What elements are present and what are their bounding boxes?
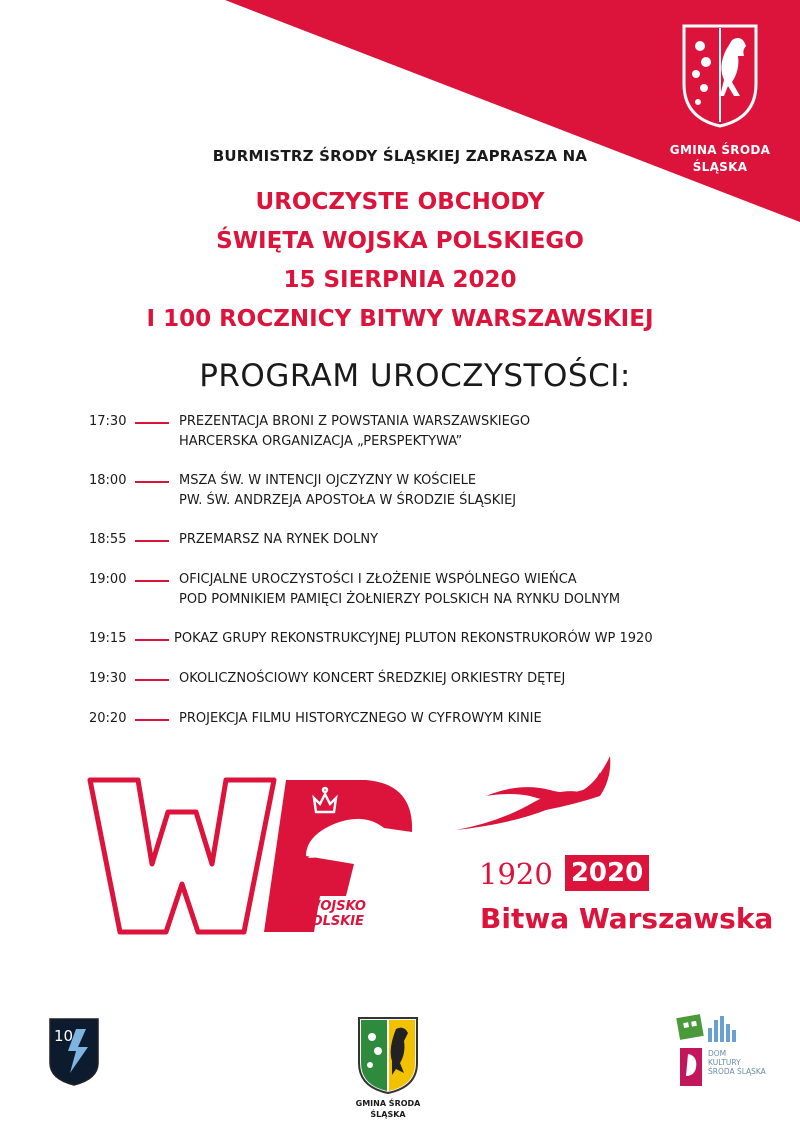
program-desc-line1: OKOLICZNOŚCIOWY KONCERT ŚREDZKIEJ ORKIESTRY DĘTEJ <box>179 671 566 686</box>
program-time: 18:00 <box>89 473 127 488</box>
headline-line-2: ŚWIĘTA WOJSKA POLSKIEGO <box>216 228 584 254</box>
headline-line-3: 15 SIERPNIA 2020 <box>283 267 517 293</box>
program-desc-line1: POKAZ GRUPY REKONSTRUKCYJNEJ PLUTON REKONSTRUKORÓW WP 1920 <box>174 631 653 646</box>
program-dash <box>135 679 169 681</box>
program-dash <box>135 540 169 542</box>
program-desc-line1: PROJEKCJA FILMU HISTORYCZNEGO W CYFROWYM KINIE <box>179 711 542 726</box>
program-desc-line2: HARCERSKA ORGANIZACJA „PERSPEKTYWA” <box>179 434 463 449</box>
program-desc-line2: POD POMNIKIEM PAMIĘCI ŻOŁNIERZY POLSKICH NA RYNKU DOLNYM <box>179 592 621 607</box>
program-desc-line1: OFICJALNE UROCZYSTOŚCI I ZŁOŻENIE WSPÓLNEGO WIEŃCA <box>179 572 577 587</box>
program-time: 19:30 <box>89 671 127 686</box>
coat-of-arms-icon <box>680 22 760 130</box>
program-title: PROGRAM UROCZYSTOŚCI: <box>199 358 631 394</box>
wojsko-polskie-logo <box>84 772 424 940</box>
program-desc-line1: MSZA ŚW. W INTENCJI OJCZYZNY W KOŚCIELE <box>179 473 477 488</box>
year-1920: 1920 <box>479 857 553 891</box>
gmina-label-line2: ŚLĄSKA <box>370 1110 406 1119</box>
invitation-text: BURMISTRZ ŚRODY ŚLĄSKIEJ ZAPRASZA NA <box>212 147 588 165</box>
program-dash <box>135 422 169 424</box>
event-headline <box>0 183 800 339</box>
dk-line1: DOM <box>708 1049 727 1058</box>
program-desc-line2: PW. ŚW. ANDRZEJA APOSTOŁA W ŚRODZIE ŚLĄSKIEJ <box>179 493 517 508</box>
wp-logo-text-1: WOJSKO <box>306 899 366 914</box>
crest-label-line2: ŚLĄSKA <box>692 160 748 174</box>
dk-line2: KULTURY <box>708 1058 741 1067</box>
program-time: 17:30 <box>89 414 127 429</box>
gmina-label-line1: GMINA ŚRODA <box>355 1099 421 1108</box>
program-time: 18:55 <box>89 532 127 547</box>
headline-line-4: I 100 ROCZNICY BITWY WARSZAWSKIEJ <box>146 306 654 332</box>
year-2020: 2020 <box>565 855 649 891</box>
program-time: 19:15 <box>89 631 127 646</box>
program-dash <box>135 481 169 483</box>
program-dash <box>135 719 169 721</box>
battle-name: Bitwa Warszawska <box>480 902 774 935</box>
brigade-number: 10 <box>54 1027 74 1045</box>
battle-flag-icon <box>450 752 630 842</box>
gmina-coat-of-arms-icon <box>356 1015 420 1095</box>
program-time: 19:00 <box>89 572 127 587</box>
program-dash <box>135 580 169 582</box>
brigade-badge-icon <box>48 1017 100 1087</box>
dom-kultury-text <box>708 1049 766 1076</box>
program-desc-line1: PRZEMARSZ NA RYNEK DOLNY <box>179 532 379 547</box>
headline-line-1: UROCZYSTE OBCHODY <box>255 189 545 215</box>
program-desc-line1: PREZENTACJA BRONI Z POWSTANIA WARSZAWSKIEGO <box>179 414 531 429</box>
crest-label-line1: GMINA ŚRODA <box>669 143 771 157</box>
dk-line3: ŚRODA ŚLĄSKA <box>708 1067 766 1076</box>
wp-logo-text-2: POLSKIE <box>302 914 365 929</box>
program-dash <box>135 639 169 641</box>
program-time: 20:20 <box>89 711 127 726</box>
